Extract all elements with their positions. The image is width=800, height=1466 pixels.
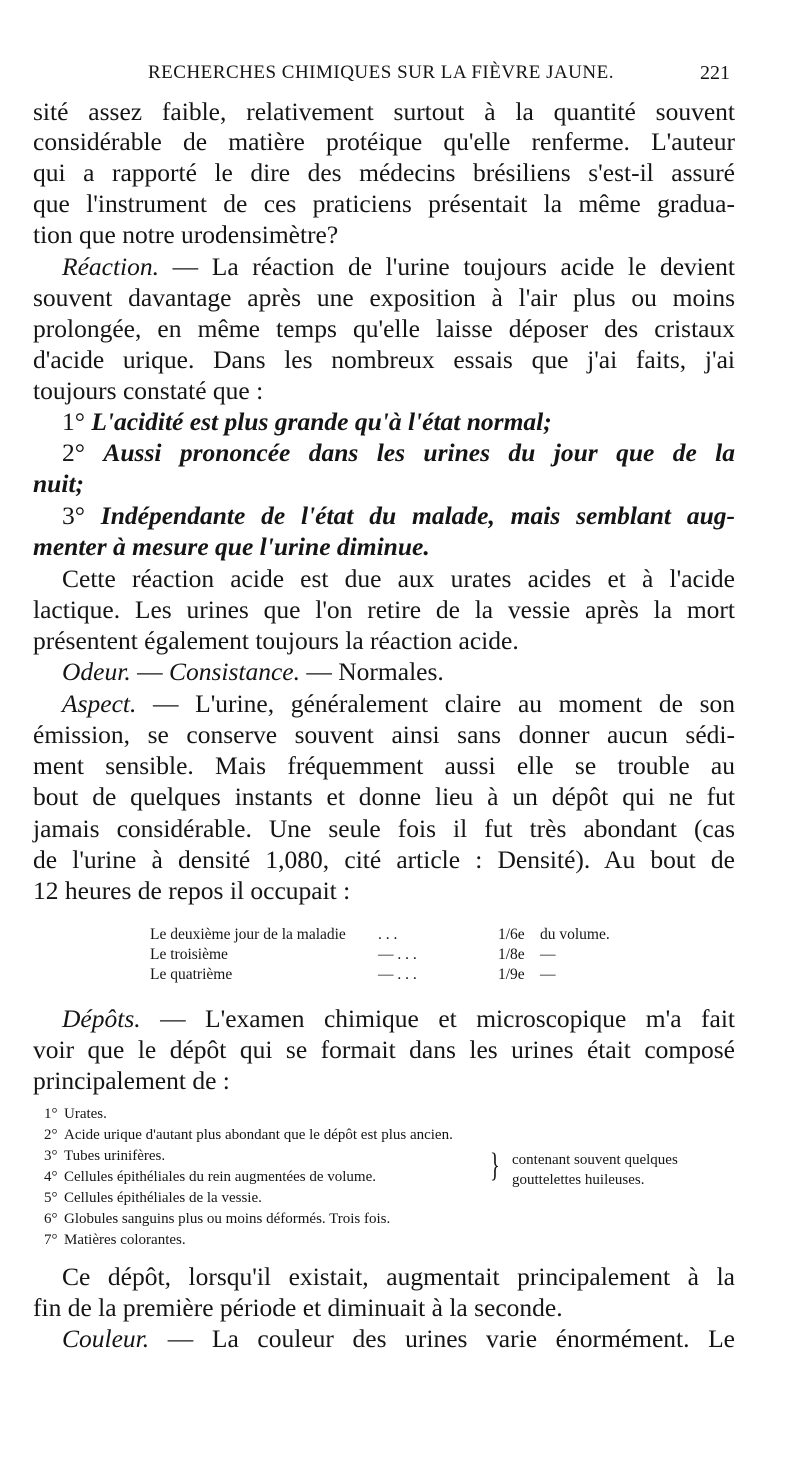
text-run: — Normales. [300, 657, 444, 686]
text-line: prolongée, en même temps qu'elle laisse déposer des cristaux [33, 314, 735, 343]
conclusion-3 [62, 501, 735, 531]
text-line: bout de quelques instants et donne lieu à un dépôt qui ne fut [33, 782, 735, 811]
page-number: 221 [700, 62, 730, 84]
list-number: 3° [44, 1148, 58, 1164]
text-run: — L'examen chimique et microscopique m'a fait [140, 1004, 735, 1033]
consistance-heading: Consistance. [168, 657, 301, 686]
text-line: Ce dépôt, lorsqu'il existait, augmentait principalement à la [62, 1262, 735, 1291]
list-item [44, 1106, 784, 1127]
text-line: jamais considérable. Une seule fois il fut très abondant (cas [33, 814, 735, 843]
table-cell-unit: — [540, 946, 556, 963]
text-line: de l'urine à densité 1,080, cité article : Densité). Au bout de [33, 845, 735, 874]
table-cell-day: Le troisième [150, 946, 228, 963]
item-text: Indépendante de l'état du malade, mais semblant aug- [100, 501, 735, 530]
text-line: tion que notre urodensimètre? [33, 220, 339, 249]
list-text: Globules sanguins plus ou moins déformés. Trois fois. [64, 1211, 391, 1227]
item-text: Aussi prononcée dans les urines du jour que de la [103, 438, 736, 467]
list-number: 1° [44, 1106, 58, 1122]
conclusion-2 [62, 438, 735, 468]
text-line: 12 heures de repos il occupait : [33, 876, 351, 905]
text-line: qui a rapporté le dire des médecins brésiliens s'est-il assuré [33, 158, 735, 187]
text-line: présentent également toujours la réaction acide. [33, 626, 519, 655]
brace-note-line: contenant souvent quelques [512, 1152, 678, 1168]
depots-paragraph-start [62, 1004, 735, 1034]
list-text: Cellules épithéliales de la vessie. [64, 1190, 262, 1206]
text-line: fin de la première période et diminuait à la seconde. [33, 1293, 563, 1322]
text-run: — La couleur des urines varie énormément. Le [149, 1324, 735, 1353]
table-cell-day: Le quatrième [150, 966, 233, 983]
list-number: 7° [44, 1232, 58, 1248]
text-line: considérable de matière protéique qu'elle renferme. L'auteur [33, 127, 735, 156]
table-cell-fraction: 1/8e [498, 946, 525, 963]
item-number: 2° [62, 438, 85, 467]
table-cell-day: Le deuxième jour de la maladie [150, 926, 346, 943]
text-line: que l'instrument de ces praticiens présentait la même gradua- [33, 189, 735, 218]
list-text: Cellules épithéliales du rein augmentées de volume. [64, 1169, 376, 1185]
text-run: — [130, 657, 169, 686]
text-line: lactique. Les urines que l'on retire de la vessie après la mort [33, 595, 735, 624]
text-line: voir que le dépôt qui se formait dans les urines était composé [33, 1035, 735, 1064]
list-number: 5° [44, 1190, 58, 1206]
text-line: nuit; [33, 469, 85, 498]
text-line: toujours constaté que : [33, 376, 264, 405]
table-cell-dots: — . . . [378, 966, 417, 983]
list-text: Tubes urinifères. [64, 1148, 166, 1164]
text-line: souvent davantage après une exposition à l'air plus ou moins [33, 283, 735, 312]
page-header [148, 62, 730, 88]
item-text: L'acidité est plus grande qu'à l'état normal; [91, 407, 552, 436]
text-line: Cette réaction acide est due aux urates acides et à l'acide [62, 564, 735, 593]
table-row [150, 946, 650, 966]
couleur-heading: Couleur. [62, 1324, 150, 1353]
list-text: Urates. [64, 1106, 107, 1122]
couleur-paragraph-start [62, 1324, 735, 1354]
odeur-line [62, 657, 735, 687]
list-item [44, 1190, 784, 1211]
table-cell-fraction: 1/6e [498, 926, 525, 943]
text-run: — L'urine, généralement claire au moment de son [136, 689, 735, 718]
reaction-heading: Réaction. [62, 252, 160, 281]
brace-symbol: } [490, 1147, 500, 1184]
aspect-heading: Aspect. [62, 689, 137, 718]
brace-note-line: gouttelettes huileuses. [512, 1172, 645, 1188]
reaction-paragraph-start [62, 252, 735, 282]
item-number: 1° [62, 407, 85, 436]
brace-note [512, 1150, 678, 1190]
text-run: — La réaction de l'urine toujours acide le devient [159, 252, 735, 281]
list-item [44, 1211, 784, 1232]
sediment-table [150, 926, 650, 986]
text-line: ment sensible. Mais fréquemment aussi elle se trouble au [33, 751, 735, 780]
list-number: 6° [44, 1211, 58, 1227]
running-title: RECHERCHES CHIMIQUES SUR LA FIÈVRE JAUNE. [148, 62, 614, 83]
depots-heading: Dépôts. [62, 1004, 141, 1033]
table-row [150, 966, 650, 986]
text-line: principalement de : [33, 1066, 230, 1095]
list-number: 4° [44, 1169, 58, 1185]
list-number: 2° [44, 1127, 58, 1143]
list-item [44, 1127, 784, 1148]
table-cell-fraction: 1/9e [498, 966, 525, 983]
list-text: Matières colorantes. [64, 1232, 186, 1248]
text-line: émission, se conserve souvent ainsi sans donner aucun sédi- [33, 720, 735, 749]
table-cell-unit: — [540, 966, 556, 983]
aspect-paragraph-start [62, 689, 735, 719]
table-cell-dots: — . . . [378, 946, 417, 963]
conclusion-1 [62, 407, 735, 437]
odeur-heading: Odeur. [62, 657, 131, 686]
text-line: sité assez faible, relativement surtout à la quantité souvent [33, 97, 735, 126]
list-item [44, 1232, 784, 1253]
text-line: d'acide urique. Dans les nombreux essais que j'ai faits, j'ai [33, 345, 735, 374]
item-number: 3° [62, 501, 85, 530]
list-text: Acide urique d'autant plus abondant que le dépôt est plus ancien. [64, 1127, 453, 1143]
text-line: menter à mesure que l'urine diminue. [33, 532, 430, 561]
table-cell-dots: . . . [378, 926, 398, 943]
table-row [150, 926, 650, 946]
table-cell-unit: du volume. [540, 926, 610, 943]
